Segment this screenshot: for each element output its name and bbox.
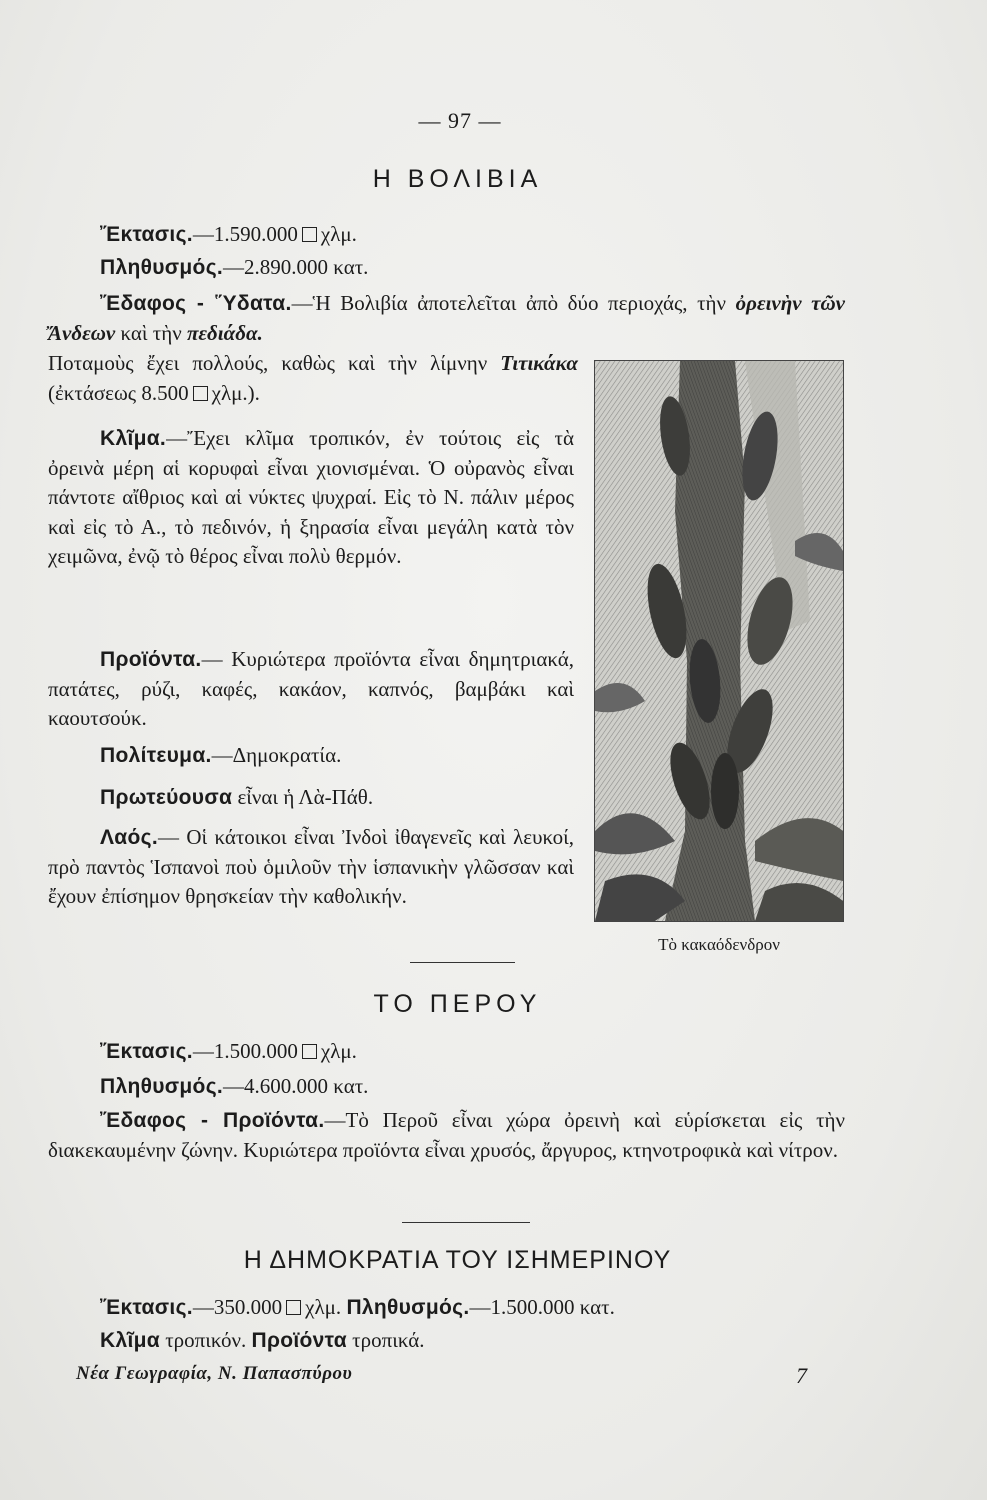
ecuador-population-value: —1.500.000 κατ. [469, 1295, 615, 1319]
square-symbol-icon [302, 227, 317, 242]
section-divider [402, 1222, 530, 1223]
bolivia-capital-line [48, 783, 574, 813]
bolivia-government-line [48, 741, 574, 771]
bolivia-terrain-text-3: Ποταμοὺς ἔχει πολλούς, καθὼς καὶ τὴν λίμνην [48, 351, 488, 375]
bolivia-climate-label: Κλῖμα. [100, 427, 167, 450]
peru-terrain-text: —Τὸ Περοῦ εἶναι χώρα ὀρεινὴ καὶ εὑρίσκεται εἰς τὴν διακεκαυμένην ζώνην. Κυριώτερα προϊόντα εἶναι χρυσός, ἄργυρος, κτηνοτροφικὰ καὶ νίτρον. [48, 1108, 845, 1162]
cacao-tree-drawing [595, 361, 843, 921]
bolivia-terrain-text-4: (ἐκτάσεως 8.500 [48, 380, 189, 405]
bolivia-government-text: —Δημοκρατία. [211, 743, 342, 767]
page-number: — 97 — [418, 108, 502, 133]
peru-population-line [48, 1072, 838, 1102]
bolivia-terrain-label: Ἔδαφος - Ὕδατα. [100, 292, 292, 315]
section-title-peru: ΤΟ ΠΕΡΟΥ [373, 990, 542, 1018]
peru-area-value: —1.500.000 [192, 1039, 298, 1063]
cacao-tree-illustration [594, 360, 844, 922]
bolivia-terrain-text-5: χλμ.). [211, 380, 260, 405]
section-divider [410, 962, 515, 963]
bolivia-terrain-bold-titicaca: Τιτικάκα [500, 351, 578, 375]
peru-area-label: Ἔκτασις. [100, 1040, 193, 1063]
bolivia-government-label: Πολίτευμα. [100, 744, 212, 767]
bolivia-terrain-paragraph-cont [48, 349, 578, 408]
peru-terrain-label: Ἔδαφος - Προϊόντα. [100, 1109, 325, 1132]
ecuador-climate-text: τροπικόν. [165, 1328, 247, 1352]
bolivia-climate-text: —Ἔχει κλῖμα τροπικόν, ἐν τούτοις εἰς τὰ ὀρεινὰ μέρη αἱ κορυφαὶ εἶναι χιονισμέναι. Ὁ οὐρανὸς εἶναι πάντοτε αἴθριος καὶ αἱ νύκτες ψυχραί. Εἰς τὸ Ν. πάλιν μέρος καὶ εἰς τὸ Α., τὸ πεδινόν, ἡ ξηρασία εἶναι μεγάλη κατὰ τὸν χειμῶνα, ἐνῷ τὸ θέρος εἶναι πολὺ θερμόν. [48, 426, 574, 568]
figure-caption: Τὸ κακαόδενδρον [658, 935, 780, 954]
bolivia-people-text: — Οἱ κάτοικοι εἶναι Ἰνδοὶ ἰθαγενεῖς καὶ λευκοί, πρὸ παντὸς Ἱσπανοὶ ποὺ ὁμιλοῦν τὴν ἱσπανικὴν γλῶσσαν καὶ ἔχουν ἐπίσημον θρησκείαν τὴν καθολικήν. [48, 825, 574, 908]
bolivia-terrain-paragraph [48, 289, 845, 348]
bolivia-population-label: Πληθυσμός. [100, 256, 224, 279]
section-title-bolivia: Η ΒΟΛΙΒΙΑ [372, 165, 543, 193]
ecuador-area-label: Ἔκτασις. [100, 1296, 193, 1319]
book-footer-title: Νέα Γεωγραφία, Ν. Παπασπύρου [76, 1363, 353, 1384]
bolivia-climate-paragraph [48, 424, 574, 572]
ecuador-area-value: —350.000 [192, 1295, 283, 1319]
ecuador-products-label: Προϊόντα [251, 1329, 347, 1352]
bolivia-terrain-text-2: καὶ τὴν [120, 320, 182, 345]
bolivia-capital-text: εἶναι ἡ Λὰ-Πάθ. [237, 785, 374, 809]
bolivia-terrain-text-1: —Ἡ Βολιβία ἀποτελεῖται ἀπὸ δύο περιοχάς, τὴν [291, 291, 727, 315]
square-symbol-icon [302, 1044, 317, 1059]
peru-population-label: Πληθυσμός. [100, 1075, 224, 1098]
signature-mark: 7 [796, 1363, 807, 1388]
bolivia-area-unit: χλμ. [320, 222, 357, 246]
bolivia-population-line [48, 253, 838, 283]
ecuador-population-label: Πληθυσμός. [346, 1296, 470, 1319]
bolivia-terrain-bold-plain: πεδιάδα. [186, 320, 263, 345]
section-title-ecuador: Η ΔΗΜΟΚΡΑΤΙΑ ΤΟΥ ΙΣΗΜΕΡΙΝΟΥ [243, 1246, 672, 1274]
bolivia-area-label: Ἔκτασις. [100, 223, 193, 246]
square-symbol-icon [286, 1300, 301, 1315]
peru-area-unit: χλμ. [320, 1039, 357, 1063]
ecuador-area-unit: χλμ. [305, 1295, 342, 1319]
bolivia-products-label: Προϊόντα. [100, 648, 202, 671]
ecuador-area-population-line [48, 1293, 838, 1323]
bolivia-area-value: —1.590.000 [192, 222, 298, 246]
bolivia-population-value: —2.890.000 κατ. [223, 255, 369, 279]
bolivia-area-line [48, 220, 838, 250]
peru-population-value: —4.600.000 κατ. [223, 1074, 369, 1098]
ecuador-products-text: τροπικά. [352, 1328, 425, 1352]
bolivia-capital-label: Πρωτεύουσα [100, 786, 233, 809]
bolivia-terrain-bold-andes: ὀρεινὴν τῶν Ἄνδεων [48, 291, 845, 345]
bolivia-products-paragraph [48, 645, 574, 734]
ecuador-climate-label: Κλῖμα [100, 1329, 160, 1352]
bolivia-people-paragraph [48, 823, 574, 912]
bolivia-people-label: Λαός. [100, 826, 158, 849]
square-symbol-icon [193, 386, 208, 401]
peru-area-line [48, 1037, 838, 1067]
peru-terrain-paragraph [48, 1106, 845, 1165]
ecuador-climate-products-line [48, 1326, 838, 1356]
bolivia-products-text: — Κυριώτερα προϊόντα εἶναι δημητριακά, πατάτες, ρύζι, καφές, κακάον, καπνός, βαμβάκι καὶ καουτσούκ. [48, 647, 574, 730]
